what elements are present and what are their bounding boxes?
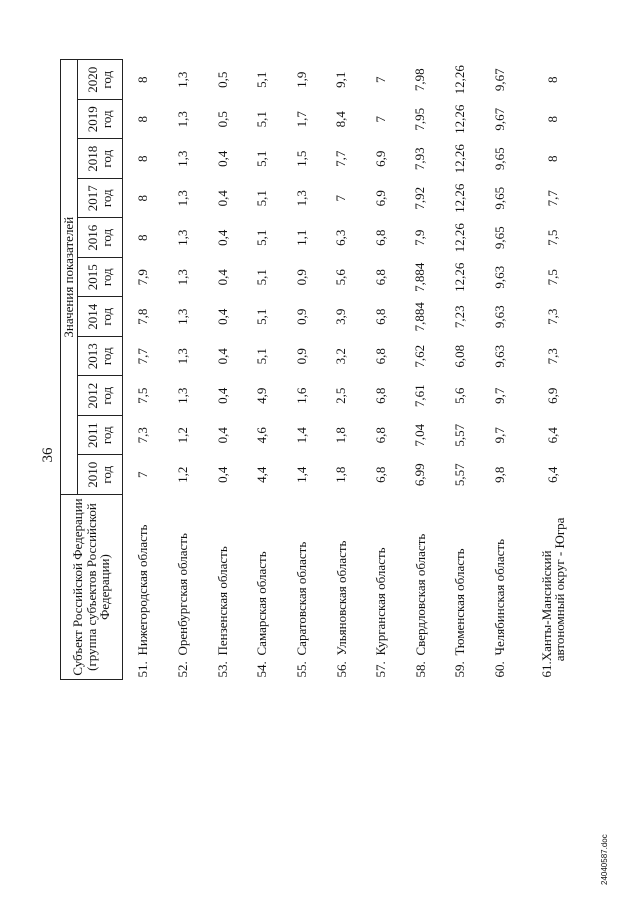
region-name: Оренбургская область — [175, 533, 191, 656]
value-cell: 0,4 — [214, 269, 230, 286]
value-cell: 6,8 — [372, 308, 388, 325]
value-cell: 6,8 — [372, 427, 388, 444]
value-cell: 0,5 — [214, 71, 230, 88]
value-cell: 1,5 — [293, 150, 309, 167]
value-cell: 7,7 — [545, 190, 561, 207]
table-row — [123, 60, 164, 680]
value-cell: 0,4 — [214, 466, 230, 483]
value-cell: 6,99 — [412, 463, 428, 487]
value-cell: 5,6 — [452, 387, 468, 404]
value-cell: 7 — [333, 195, 349, 202]
value-cell: 7,92 — [412, 186, 428, 210]
region-cell — [401, 495, 441, 680]
value-cell: 7,95 — [412, 107, 428, 131]
year-header: 2011 год — [78, 416, 123, 456]
value-cell: 8 — [545, 155, 561, 162]
value-cell: 7,7 — [135, 348, 151, 365]
values-header: Значения показателей — [61, 60, 78, 495]
value-cell: 12,26 — [452, 262, 468, 292]
table-row — [361, 60, 401, 680]
value-cell: 3,9 — [333, 308, 349, 325]
table-body — [123, 60, 588, 680]
value-cell: 6,9 — [545, 387, 561, 404]
value-cell: 1,8 — [333, 466, 349, 483]
value-cell: 1,9 — [293, 71, 309, 88]
page-number: 36 — [40, 447, 56, 463]
value-cell: 1,2 — [175, 427, 191, 444]
value-cell: 6,4 — [545, 427, 561, 444]
region-name: Самарская область — [254, 551, 270, 656]
value-cell: 8 — [135, 195, 151, 202]
region-name: Пензенская область — [214, 546, 230, 656]
value-cell: 9,65 — [491, 226, 507, 250]
value-cell: 7,23 — [452, 305, 468, 329]
region-name: Тюменская область — [452, 548, 468, 656]
value-cell: 5,1 — [254, 348, 270, 365]
value-cell: 7,93 — [412, 147, 428, 171]
value-cell: 1,3 — [175, 71, 191, 88]
year-header: 2010 год — [78, 455, 123, 495]
value-cell: 7,884 — [412, 302, 428, 332]
value-cell: 7,98 — [412, 68, 428, 92]
table-row — [163, 60, 203, 680]
value-cell: 1,7 — [293, 111, 309, 128]
year-header: 2014 год — [78, 297, 123, 337]
value-cell: 7,04 — [412, 423, 428, 447]
indicator-table — [60, 59, 587, 680]
year-header: 2018 год — [78, 139, 123, 179]
value-cell: 0,9 — [293, 308, 309, 325]
value-cell: 1,4 — [293, 466, 309, 483]
year-header: 2015 год — [78, 258, 123, 298]
row-number: 61. — [538, 661, 554, 678]
value-cell: 5,57 — [452, 463, 468, 487]
value-cell: 6,8 — [372, 466, 388, 483]
value-cell: 9,63 — [491, 344, 507, 368]
year-header: 2013 год — [78, 337, 123, 377]
value-cell: 5,1 — [254, 190, 270, 207]
value-cell: 1,6 — [293, 387, 309, 404]
row-number: 59. — [452, 661, 468, 678]
subject-header: Субъект Российской Федерации (группа субъектов Российской Федерации) — [61, 495, 123, 680]
table-row — [440, 60, 480, 680]
value-cell: 7,9 — [135, 269, 151, 286]
value-cell: 5,1 — [254, 308, 270, 325]
region-name: Курганская область — [373, 547, 389, 656]
value-cell: 6,08 — [452, 344, 468, 368]
value-cell: 6,8 — [372, 348, 388, 365]
value-cell: 8 — [135, 155, 151, 162]
table-row — [282, 60, 322, 680]
value-cell: 8 — [135, 234, 151, 241]
value-cell: 1,3 — [175, 269, 191, 286]
value-cell: 9,65 — [491, 186, 507, 210]
value-cell: 0,4 — [214, 150, 230, 167]
value-cell: 6,8 — [372, 229, 388, 246]
value-cell: 7,5 — [545, 269, 561, 286]
value-cell: 0,9 — [293, 348, 309, 365]
region-cell — [361, 495, 401, 680]
value-cell: 1,2 — [175, 466, 191, 483]
year-header: 2020 год — [78, 60, 123, 100]
value-cell: 5,1 — [254, 269, 270, 286]
row-number: 52. — [175, 661, 191, 678]
value-cell: 0,9 — [293, 269, 309, 286]
value-cell: 7,9 — [412, 229, 428, 246]
value-cell: 1,3 — [175, 348, 191, 365]
value-cell: 5,1 — [254, 111, 270, 128]
value-cell: 7,884 — [412, 262, 428, 292]
region-cell — [203, 495, 243, 680]
value-cell: 12,26 — [452, 104, 468, 134]
value-cell: 7,61 — [412, 384, 428, 408]
region-name: Саратовская область — [293, 541, 309, 656]
value-cell: 6,8 — [372, 387, 388, 404]
region-cell — [123, 495, 164, 680]
value-cell: 9,7 — [491, 427, 507, 444]
value-cell: 1,3 — [175, 387, 191, 404]
value-cell: 1,3 — [175, 229, 191, 246]
table-row — [322, 60, 362, 680]
value-cell: 12,26 — [452, 183, 468, 213]
value-cell: 7 — [372, 76, 388, 83]
value-cell: 8 — [545, 116, 561, 123]
region-name: Свердловская область — [412, 533, 428, 656]
value-cell: 7,3 — [545, 308, 561, 325]
region-name: Ханты-Мансийский автономный округ - Югра — [538, 517, 568, 662]
value-cell: 1,3 — [175, 190, 191, 207]
row-number: 54. — [254, 661, 270, 678]
row-number: 55. — [293, 661, 309, 678]
value-cell: 5,1 — [254, 229, 270, 246]
value-cell: 7,3 — [135, 427, 151, 444]
table-row — [203, 60, 243, 680]
value-cell: 5,1 — [254, 150, 270, 167]
region-cell — [282, 495, 322, 680]
value-cell: 9,1 — [333, 71, 349, 88]
value-cell: 5,6 — [333, 269, 349, 286]
value-cell: 6,8 — [372, 269, 388, 286]
value-cell: 9,8 — [491, 466, 507, 483]
year-header: 2017 год — [78, 179, 123, 219]
value-cell: 9,67 — [491, 107, 507, 131]
row-number: 57. — [373, 661, 389, 678]
value-cell: 9,63 — [491, 305, 507, 329]
value-cell: 1,3 — [293, 190, 309, 207]
value-cell: 0,4 — [214, 387, 230, 404]
value-cell: 7,7 — [333, 150, 349, 167]
value-cell: 7 — [135, 471, 151, 478]
region-cell — [480, 495, 520, 680]
value-cell: 0,4 — [214, 427, 230, 444]
value-cell: 7,3 — [545, 348, 561, 365]
year-header: 2016 год — [78, 218, 123, 258]
value-cell: 9,7 — [491, 387, 507, 404]
value-cell: 1,8 — [333, 427, 349, 444]
table-row — [401, 60, 441, 680]
value-cell: 8,4 — [333, 111, 349, 128]
value-cell: 8 — [545, 76, 561, 83]
region-cell — [519, 495, 587, 680]
value-cell: 2,5 — [333, 387, 349, 404]
footer-code: 24040587.doc — [600, 834, 609, 885]
value-cell: 5,1 — [254, 71, 270, 88]
value-cell: 6,9 — [372, 150, 388, 167]
value-cell: 7,8 — [135, 308, 151, 325]
value-cell: 1,3 — [175, 150, 191, 167]
value-cell: 4,6 — [254, 427, 270, 444]
value-cell: 9,67 — [491, 68, 507, 92]
region-cell — [242, 495, 282, 680]
region-name: Нижегородская область — [135, 524, 151, 656]
value-cell: 0,4 — [214, 190, 230, 207]
value-cell: 0,4 — [214, 308, 230, 325]
value-cell: 3,2 — [333, 348, 349, 365]
value-cell: 1,4 — [293, 427, 309, 444]
row-number: 51. — [135, 661, 151, 678]
value-cell: 6,4 — [545, 466, 561, 483]
value-cell: 12,26 — [452, 223, 468, 253]
row-number: 58. — [412, 661, 428, 678]
region-cell — [322, 495, 362, 680]
year-header: 2019 год — [78, 100, 123, 140]
value-cell: 4,4 — [254, 466, 270, 483]
value-cell: 7 — [372, 116, 388, 123]
region-cell — [163, 495, 203, 680]
row-number: 53. — [214, 661, 230, 678]
row-number: 60. — [491, 661, 507, 678]
value-cell: 1,1 — [293, 229, 309, 246]
value-cell: 6,3 — [333, 229, 349, 246]
value-cell: 7,5 — [135, 387, 151, 404]
year-header: 2012 год — [78, 376, 123, 416]
table-row — [519, 60, 587, 680]
value-cell: 0,4 — [214, 348, 230, 365]
table-row — [480, 60, 520, 680]
value-cell: 0,5 — [214, 111, 230, 128]
value-cell: 9,65 — [491, 147, 507, 171]
region-cell — [440, 495, 480, 680]
region-name: Челябинская область — [491, 538, 507, 656]
value-cell: 8 — [135, 76, 151, 83]
value-cell: 8 — [135, 116, 151, 123]
value-cell: 7,5 — [545, 229, 561, 246]
value-cell: 5,57 — [452, 423, 468, 447]
value-cell: 12,26 — [452, 65, 468, 95]
region-name: Ульяновская область — [333, 540, 349, 656]
value-cell: 4,9 — [254, 387, 270, 404]
value-cell: 12,26 — [452, 144, 468, 174]
value-cell: 1,3 — [175, 308, 191, 325]
value-cell: 6,9 — [372, 190, 388, 207]
value-cell: 1,3 — [175, 111, 191, 128]
row-number: 56. — [333, 661, 349, 678]
value-cell: 0,4 — [214, 229, 230, 246]
table-row — [242, 60, 282, 680]
value-cell: 7,62 — [412, 344, 428, 368]
value-cell: 9,63 — [491, 265, 507, 289]
